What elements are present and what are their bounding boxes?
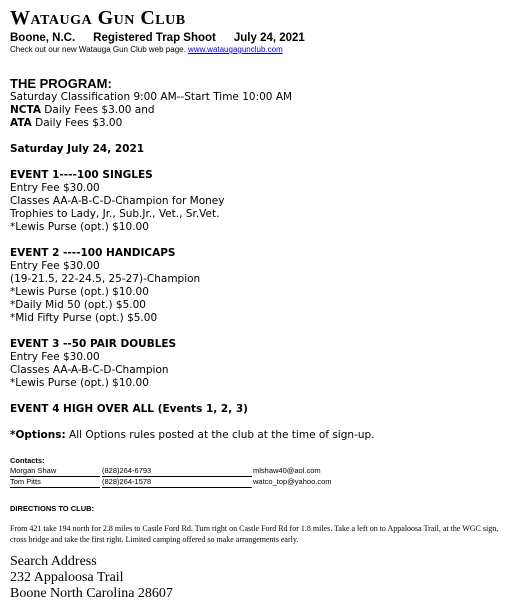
ncta-fee-text: Daily Fees $3.00 and: [40, 104, 155, 116]
contact-email[interactable]: mlshaw40@aol.com: [253, 466, 321, 475]
address-city: Boone North Carolina 28607: [10, 586, 173, 601]
address-block: [10, 554, 505, 602]
contact-phone: (828)264-1578: [102, 477, 252, 488]
event-1-line: Trophies to Lady, Jr., Sub.Jr., Vet., Sr.Vet.: [10, 208, 220, 220]
contact-name: Tom Pitts: [10, 477, 100, 488]
event-1-line: *Lewis Purse (opt.) $10.00: [10, 221, 149, 233]
event-2-block: [10, 247, 505, 325]
shoot-date-text: July 24, 2021: [233, 32, 305, 44]
contact-row: [10, 477, 505, 488]
event-1-line: Entry Fee $30.00: [10, 182, 100, 194]
classification-line: Saturday Classification 9:00 AM--Start Time 10:00 AM: [10, 91, 293, 103]
event-2-line: *Lewis Purse (opt.) $10.00: [10, 286, 149, 298]
ncta-fee-line: [10, 104, 505, 117]
address-street: 232 Appaloosa Trail: [10, 570, 124, 585]
event-4-block: [10, 403, 505, 416]
event-2-line: *Daily Mid 50 (opt.) $5.00: [10, 299, 146, 311]
location-text: Boone, N.C.: [10, 32, 76, 44]
club-website-link[interactable]: www.wataugagunclub.com: [188, 45, 283, 54]
event-3-title: EVENT 3 --50 PAIR DOUBLES: [10, 338, 177, 350]
ncta-label: NCTA: [10, 104, 41, 116]
address-label: Search Address: [10, 554, 97, 569]
event-2-line: *Mid Fifty Purse (opt.) $5.00: [10, 312, 158, 324]
event-2-line: Entry Fee $30.00: [10, 260, 100, 272]
event-2-title: EVENT 2 ----100 HANDICAPS: [10, 247, 176, 259]
contacts-heading: Contacts:: [10, 456, 45, 465]
club-title: Watauga Gun Club: [10, 7, 186, 29]
program-heading: THE PROGRAM:: [10, 76, 112, 91]
event-1-block: [10, 169, 505, 234]
options-text: All Options rules posted at the club at the time of sign-up.: [65, 429, 375, 441]
contact-name: Morgan Shaw: [10, 466, 100, 477]
event-1-line: Classes AA-A-B-C-D-Champion for Money: [10, 195, 225, 207]
ata-label: ATA: [10, 117, 32, 129]
options-line: [10, 429, 505, 442]
contact-email[interactable]: watco_top@yahoo.com: [253, 477, 332, 486]
event-1-title: EVENT 1----100 SINGLES: [10, 169, 153, 181]
event-type-text: Registered Trap Shoot: [93, 32, 216, 44]
web-note-text: Check out our new Watauga Gun Club web page.: [10, 45, 186, 54]
contacts-section: [10, 456, 505, 488]
ata-fee-text: Daily Fees $3.00: [31, 117, 123, 129]
event-3-block: [10, 338, 505, 390]
contact-row: [10, 466, 505, 477]
event-3-line: *Lewis Purse (opt.) $10.00: [10, 377, 149, 389]
shoot-info-line: [10, 31, 505, 45]
web-note-line: [10, 45, 505, 55]
event-2-line: (19-21.5, 22-24.5, 25-27)-Champion: [10, 273, 201, 285]
event-3-line: Entry Fee $30.00: [10, 351, 100, 363]
directions-text: From 421 take 194 north for 2.8 miles to Castle Ford Rd. Turn right on Castle Ford Rd for 1.8 miles. Take a left on to Appaloosa Trail, at the WGC sign, cross bridge and take the first right. Limited camping offered so make arrangements early.: [10, 524, 499, 544]
options-label: *Options:: [10, 429, 66, 441]
contact-phone: (828)264-6793: [102, 466, 252, 477]
directions-heading: DIRECTIONS TO CLUB:: [10, 504, 95, 513]
flyer-page: [10, 6, 505, 602]
ata-fee-line: [10, 117, 505, 130]
event-4-title: EVENT 4 HIGH OVER ALL (Events 1, 2, 3): [10, 403, 248, 415]
event-3-line: Classes AA-A-B-C-D-Champion: [10, 364, 169, 376]
program-day-heading: Saturday July 24, 2021: [10, 143, 145, 155]
